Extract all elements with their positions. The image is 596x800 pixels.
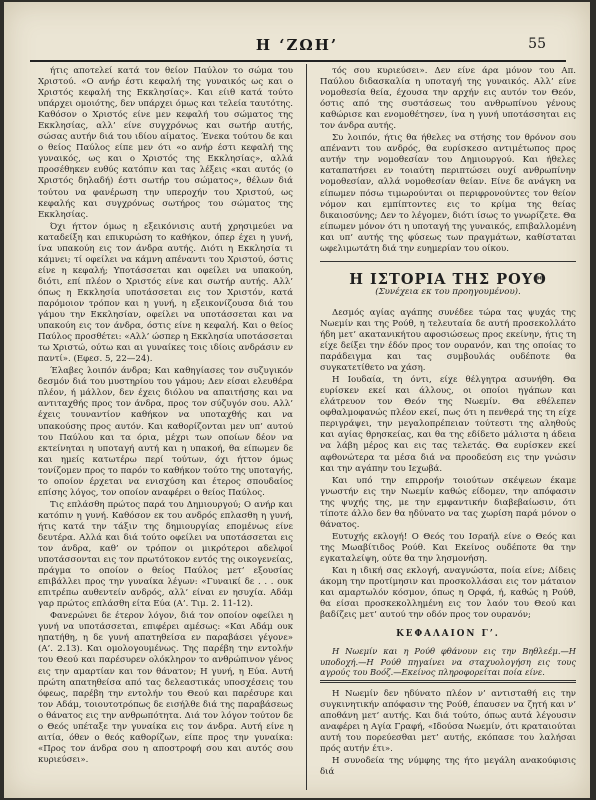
left-paragraph-4: Τις επλάσθη πρώτος παρά του Δημιουργού; Ο ανήρ και κατόπιν η γυνή. Καθόσον εκ του ανδρός επλασθη η γυνή, ήτις κατά την τάξιν της δημιουργίας επομένως είνε δευτέρα. Αλλά και διά τούτο οφείλει να υποτάσσεται εις τον άνδρα, καθ’ ον τρόπον οι μικρότεροι αδελφοί υποτάσσονται εις τον πρωτότοκον εντός της οικογενείας, πράγμα το οποίον ο θείος Παύλος μετ’ εξουσίας επιβάλλει προς την γυναίκα λέγων: «Γυναικί δε . . . ουκ επιτρέπω αυθεντείν ανδρός, αλλ’ είναι εν ησυχία. Αδάμ γαρ πρώτος επλάσθη είτα Εύα (Α’. Τιμ. 2. 11-12).	[38, 499, 293, 610]
left-paragraph-5: Φανερώνει δε έτερον λόγον, διά τον οποίον οφείλει η γυνή να υποτάσσεται, επιφέρει αμέσως: «Και Αδάμ ουκ ηπατήθη, η δε γυνή απατηθείσα εν παραβάσει γέγονε» (Α’. 2.13). Και ομολογουμένως. Της παρέβη την εντολήν του Θεού και παρέσυρεν ολόκληρον το ανθρώπινον γένος εις την αμαρτίαν και τον θάνατον; Η γυνή, η Εύα. Αυτή πρώτη απατηθείσα από τας δελεαστικάς υποσχέσεις του όφεως, παρέβη την εντολήν του Θεού και παρέσυρε και τον Αδάμ, τοιουτοτρόπως δε εισήλθε διά της παραβάσεως ο θάνατος εις την ανθρωπότητα. Διά τον λόγον τούτον δε ο Θεός υπέταξε την γυναίκα εις τον άνδρα. Αυτή είνε η αιτία, όθεν ο θεός καθορίζων, είπε προς την γυναίκα: «Προς τον άνδρα σου η αποστροφή σου και αυτός σου κυριεύσει».	[38, 611, 293, 765]
left-column	[38, 66, 293, 786]
page-header	[4, 2, 590, 62]
journal-title: Η ‘ΖΩΗ’	[255, 36, 339, 54]
left-paragraph-3: Έλαβες λοιπόν άνδρα; Και καθηγίασες τον συζυγικόν δεσμόν διά του μυστηρίου του γάμου; Δεν είσαι ελευθέρα πλέον, ή μάλλον, δεν έχεις διόλου να απαιτήσης και να αντιταχθής προς τον άνδρα, προς τον σύζυγόν σου. Αλλ’ έχεις τουναντίον καθήκον να υποταχθής και να υπακούσης προς αυτόν. Και καθορίζονται μεν υπ’ αυτού του Παύλου και τα όρια, μέχρι των οποίων δέον να εκτείνηται η υποταγή αυτή και η υπακοή, θα είπωμεν δε και ημείς κατωτέρω περί τούτων, όχι ήττον όμως τονίζομεν προς το παρόν το καθήκον τούτο της υποταγής, το οποίον έρχεται να ενισχύση και έτερος σπουδαίος επίσης λόγος, τον οποίον αναφέρει ο θείος Παύλος.	[38, 366, 293, 498]
story-subtitle: (Συνέχεια εκ του προηγουμένου).	[375, 286, 521, 297]
story-paragraph-5: Και η ιδική σας εκλογή, αναγνώστα, ποία είνε; Δίδεις άκομη την προτίμησιν και προσκολλάσαι εις τον μάταιον και αμαρτωλόν κόσμον, όπως η Ορφά, ή, καθώς η Ρούθ, θα είσαι προσκεκολλημένη εις τον λαόν του Θεού και βαδίζεις μετ’ αυτού την οδόν προς τον ουρανόν;	[320, 565, 576, 621]
chapter-heading: ΚΕΦΑΛΑΙΟΝ Γ’.	[396, 629, 500, 640]
magazine-page	[4, 2, 590, 798]
story-paragraph-2: Η Ιουδαία, τη όντι, είχε θέλγητρα ασυνήθη. Θα ευρίσκεν εκεί και άλλους, οι οποίοι ηγάπων και ελάτρευον τον Θεόν της Νωεμίν. Θα εθέλεπεν οφθαλμοφανώς πλέον εκεί, πως ότι η πενθερά της τη είχε περιγράψει, την μεγαλοπρέπειαν τούτεστι της αληθούς και αγίας θρησκείας, και θα της εδίδετο μάλιστα η άδεια να λάβη μέρος και εις τας τελετάς. Θα ευρίσκεν εκεί αφθονώτερα τα μέσα διά να προοδεύση εις την γνώσιν και την αγάπην του Ιεχωβά.	[320, 375, 576, 474]
story-paragraph-3: Και υπό την επιρροήν τοιούτων σκέψεων έκαμε γνωστήν εις την Νωεμίν καθώς είδομεν, την απόφασιν της ψυχής της, με την εμφαντικήν διαβεβαίωσιν, ότι τίποτε άλλο δεν θα ηδύνατο να τας χωρίση παρά μόνον ο θάνατος.	[320, 475, 576, 530]
left-paragraph-1: ήτις αποτελεί κατά τον θείον Παύλον το σώμα του Χριστού. «Ο ανήρ έστι κεφαλή της γυναικός ως και ο Χριστός κεφαλή της Εκκλησίας». Και είιθ κατά τούτο υπάρχει ομοιότης, δεν υπάρχει όμως και τελεία ταυτότης. Καθόσον ο Χριστός είνε μεν κεφαλή του σώματος της Εκκλησίας, αλλ’ είνε συγχρόνως και σωτήρ αυτής, σώσας αυτήν διά του ιδίου αίματος. Ένεκα τούτου δε και ο θείος Παύλος είπε μεν ότι «ο ανήρ έστι κεφαλή της γυναικός, ως και ο Χριστός της Εκκλησίας», αλλά προσέθηκεν ευθύς κατόπιν και τας λέξεις «και αυτός (ο Χριστός δηλαδή) έστι σωτήρ του σώματος», θέλων διά τούτου να φανέρωση την υπεροχήν του Χριστού, ως κεφαλής και συγχρόνως σωτήρος του σώματος της Εκκλησίας.	[38, 66, 293, 220]
summary-rule	[320, 680, 576, 683]
left-paragraph-2: Όχι ήττον όμως η εξεικόνισις αυτή χρησιμεύει να καταδείξη και επικυρώση το καθήκον, όπερ έχει η γυνή, ίνα υπακούη εις τον άνδρα αυτής. Διότι η Εκκλησία τι κάμνει; τί οφείλει να κάμνη απέναντι του Χριστού, όστις είνε η κεφαλή; Υποτάσσεται και οφείλει να υπακούη, διότι, επί πλέον ο Χριστός είνε και σωτήρ αυτής. Αλλ’ όπως η Εκκλησία υποτάσσεται εις τον Χριστόν, κατά παρόμοιον τρόπον και η γυνή, η εξεικονίζουσα διά του γάμου την Εκκλησίαν, οφείλει να υποτάσσεται και να υπακούη εις τον άνδρα, όστις είνε η κεφαλή. Και ο θείος Παύλος προσθέτει: «Αλλ’ ώσπερ η Εκκλησία υποτάσσεται τω Χριστώ, ούτω και αι γυναίκες τοις ιδίοις ανδράσιν εν παντί». (Εφεσ. 5, 22—24).	[38, 221, 293, 365]
page-number: 55	[528, 36, 546, 52]
story-after-paragraph-1: Η Νωεμίν δεν ηδύνατο πλέον ν’ αντισταθή εις την συγκινητικήν απόφασιν της Ρούθ, έπαυσεν να ζητή και ν’ αποθάνη μετ’ αυτής. Και διά τούτο, όπως αυτά λέγουσιν αναφέρει η Αγία Γραφή, «Ιδούσα Νωεμίν, ότι κραταιούται αυτή του πορεύεσθαι μετ’ αυτής, εκόπασε του λαλήσαι πρός αυτήν έτι».	[320, 689, 576, 755]
right-column	[320, 66, 576, 786]
header-rule	[30, 60, 566, 62]
chapter-summary-text: Η Νωεμίν και η Ρούθ φθάνουν εις την Βηθλεέμ.—Η υποδοχή.—Η Ρούθ πηγαίνει να σταχυολογήση εις τους αγρούς του Βοόζ.—Εκείνος πληροφορείται ποία είνε.	[320, 646, 576, 677]
story-after-paragraph-2: Η συνοδεία της νύμφης της ήτο μεγάλη ανακούφισις διά	[320, 756, 576, 778]
story-paragraph-4: Ευτυχής εκλογή! Ο Θεός του Ισραήλ είνε ο Θεός και της Μωαβίτιδος Ρούθ. Και Εκείνος ουδέποτε θα την εγκαταλείψη, ούτε θα την λησμονήση.	[320, 531, 576, 564]
story-paragraph-1: Δεσμός αγίας αγάπης συνέδεε τώρα τας ψυχάς της Νωεμίν και της Ρούθ, η τελευταία δε αυτή προσεκολλάτο ήδη μετ’ ακατανικήτου αφοσιώσεως προς εκείνην, ήτις τη είχε δείξει την έδόν προς τον ουρανόν, και της οποίας το παράδειγμα και τας συμβουλάς ουδέποτε θα συγκατετίθετο να χάση.	[320, 307, 576, 374]
right-paragraph-2: Συ λοιπόν, ήτις θα ήθελες να στήσης τον θρόνον σου απέναντι του ανδρός, θα ευρίσκεσο αντιμέτωπος προς αυτήν την νομοθεσίαν του Δημιουργού. Και ήθελες καταπατήσει εν τοιαύτη περιπτώσει ουχί ανθρωπίνην νομοθεσίαν, αλλά νομοθεσίαν θείαν. Είνε δε ανάγκη να είπωμεν πόσω τιμωρούνται οι περιφρονούντες τον θείον νόμον και εμπίπτοντες εις το κρίμα της θείας δικαιοσύνης; Δεν το λέγομεν, διότι ίσως το γνωρίζετε. Θα είπωμεν μόνον ότι η υποταγή της γυναικός, επιβαλλομένη και υπ’ αυτής της φύσεως των πραγμάτων, καθίσταται ωφελιμωτάτη διά την ευημερίαν του οίκου.	[320, 133, 576, 254]
column-divider	[306, 64, 307, 790]
story-title: Η ΙΣΤΟΡΙΑ ΤΗΣ ΡΟΥΘ	[349, 270, 547, 288]
section-rule-top	[320, 261, 576, 262]
right-paragraph-1: τός σου κυριεύσει». Δεν είνε άρα μόνον του Απ. Παύλου διδασκαλία η υποταγή της γυναικός. Αλλ’ είνε νομοθεσία θεία, έχουσα την αρχήν εις αυτόν τον Θεόν, όστις από της συστάσεως του ανθρωπίνου γένους καθώρισε και ενομοθέτησεν, ίνα η γυνή υποτάσσηται εις τον άνδρα αυτής.	[320, 66, 576, 132]
chapter-summary	[320, 646, 576, 677]
